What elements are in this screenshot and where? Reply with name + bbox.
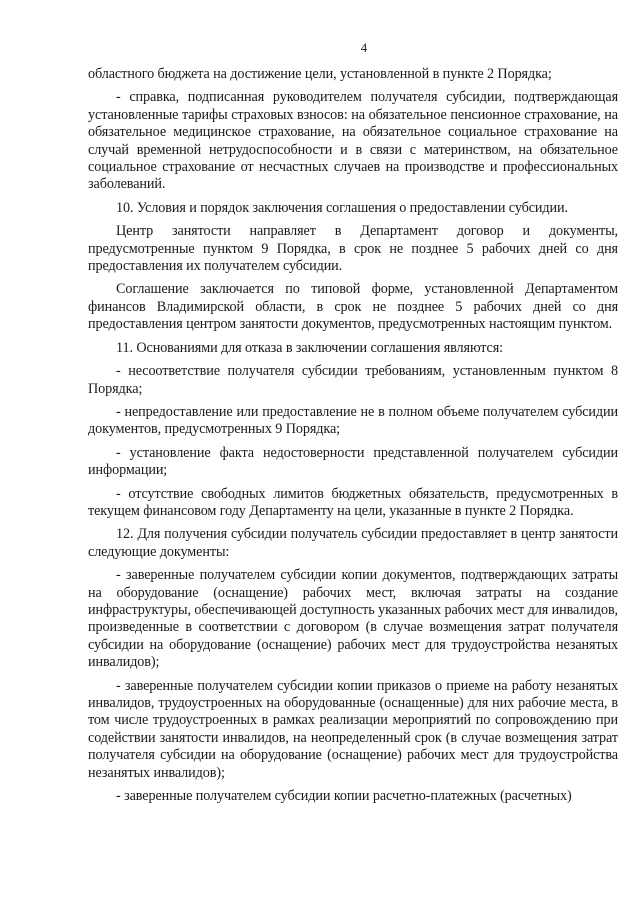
page-number: 4	[360, 40, 368, 55]
paragraph: - несоответствие получателя субсидии требованиям, установленным пунктом 8 Порядка;	[88, 363, 618, 397]
paragraph: - заверенные получателем субсидии копии документов, подтверждающих затраты на оборудование (оснащение) рабочих мест, включая затраты на создание инфраструктуры, обеспечивающей доступность указанных рабочих мест для инвалидов, произведенные в соответствии с договором (в случае возмещения затрат получателя субсидии на оборудование (оснащение) рабочих мест для трудоустройства незанятых инвалидов);	[88, 567, 618, 671]
paragraph: - справка, подписанная руководителем получателя субсидии, подтверждающая установленные тарифы страховых взносов: на обязательное пенсионное страхование, на обязательное медицинское страхование, на обязательное социальное страхование на случай временной нетрудоспособности и в связи с материнством, на обязательное социальное страхование от несчастных случаев на производстве и профессиональных заболеваний.	[88, 89, 618, 193]
paragraph: 10. Условия и порядок заключения соглашения о предоставлении субсидии.	[116, 199, 568, 216]
paragraph: 11. Основаниями для отказа в заключении соглашения являются:	[116, 339, 503, 356]
paragraph: 12. Для получения субсидии получатель субсидии предоставляет в центр занятости следующие документы:	[88, 526, 618, 560]
paragraph: - установление факта недостоверности представленной получателем субсидии информации;	[88, 444, 618, 479]
paragraph: - заверенные получателем субсидии копии приказов о приеме на работу незанятых инвалидов, трудоустроенных на оборудованные (оснащенные) для них рабочие места, в том числе трудоустроенных в рамках реализации мероприятий по сопровождению при содействии занятости инвалидов, на неопределенный срок (в случае возмещения затрат получателя субсидии на оборудование (оснащение) рабочих мест для трудоустройства незанятых инвалидов);	[88, 677, 618, 781]
paragraph: Соглашение заключается по типовой форме, установленной Департаментом финансов Владимирской области, в срок не позднее 5 рабочих дней со дня предоставления центром занятости документов, предусмотренных настоящим пунктом.	[88, 281, 618, 333]
paragraph: - отсутствие свободных лимитов бюджетных обязательств, предусмотренных в текущем финансовом году Департаменту на цели, указанные в пункте 2 Порядка.	[88, 485, 618, 519]
paragraph: Центр занятости направляет в Департамент договор и документы, предусмотренные пунктом 9 Порядка, в срок не позднее 5 рабочих дней со дня предоставления их получателем субсидии.	[88, 223, 618, 275]
paragraph: - заверенные получателем субсидии копии расчетно-платежных (расчетных)	[116, 788, 572, 805]
paragraph: областного бюджета на достижение цели, установленной в пункте 2 Порядка;	[88, 66, 552, 82]
paragraph: - непредоставление или предоставление не в полном объеме получателем субсидии документов, предусмотренных 9 Порядка;	[88, 403, 618, 438]
